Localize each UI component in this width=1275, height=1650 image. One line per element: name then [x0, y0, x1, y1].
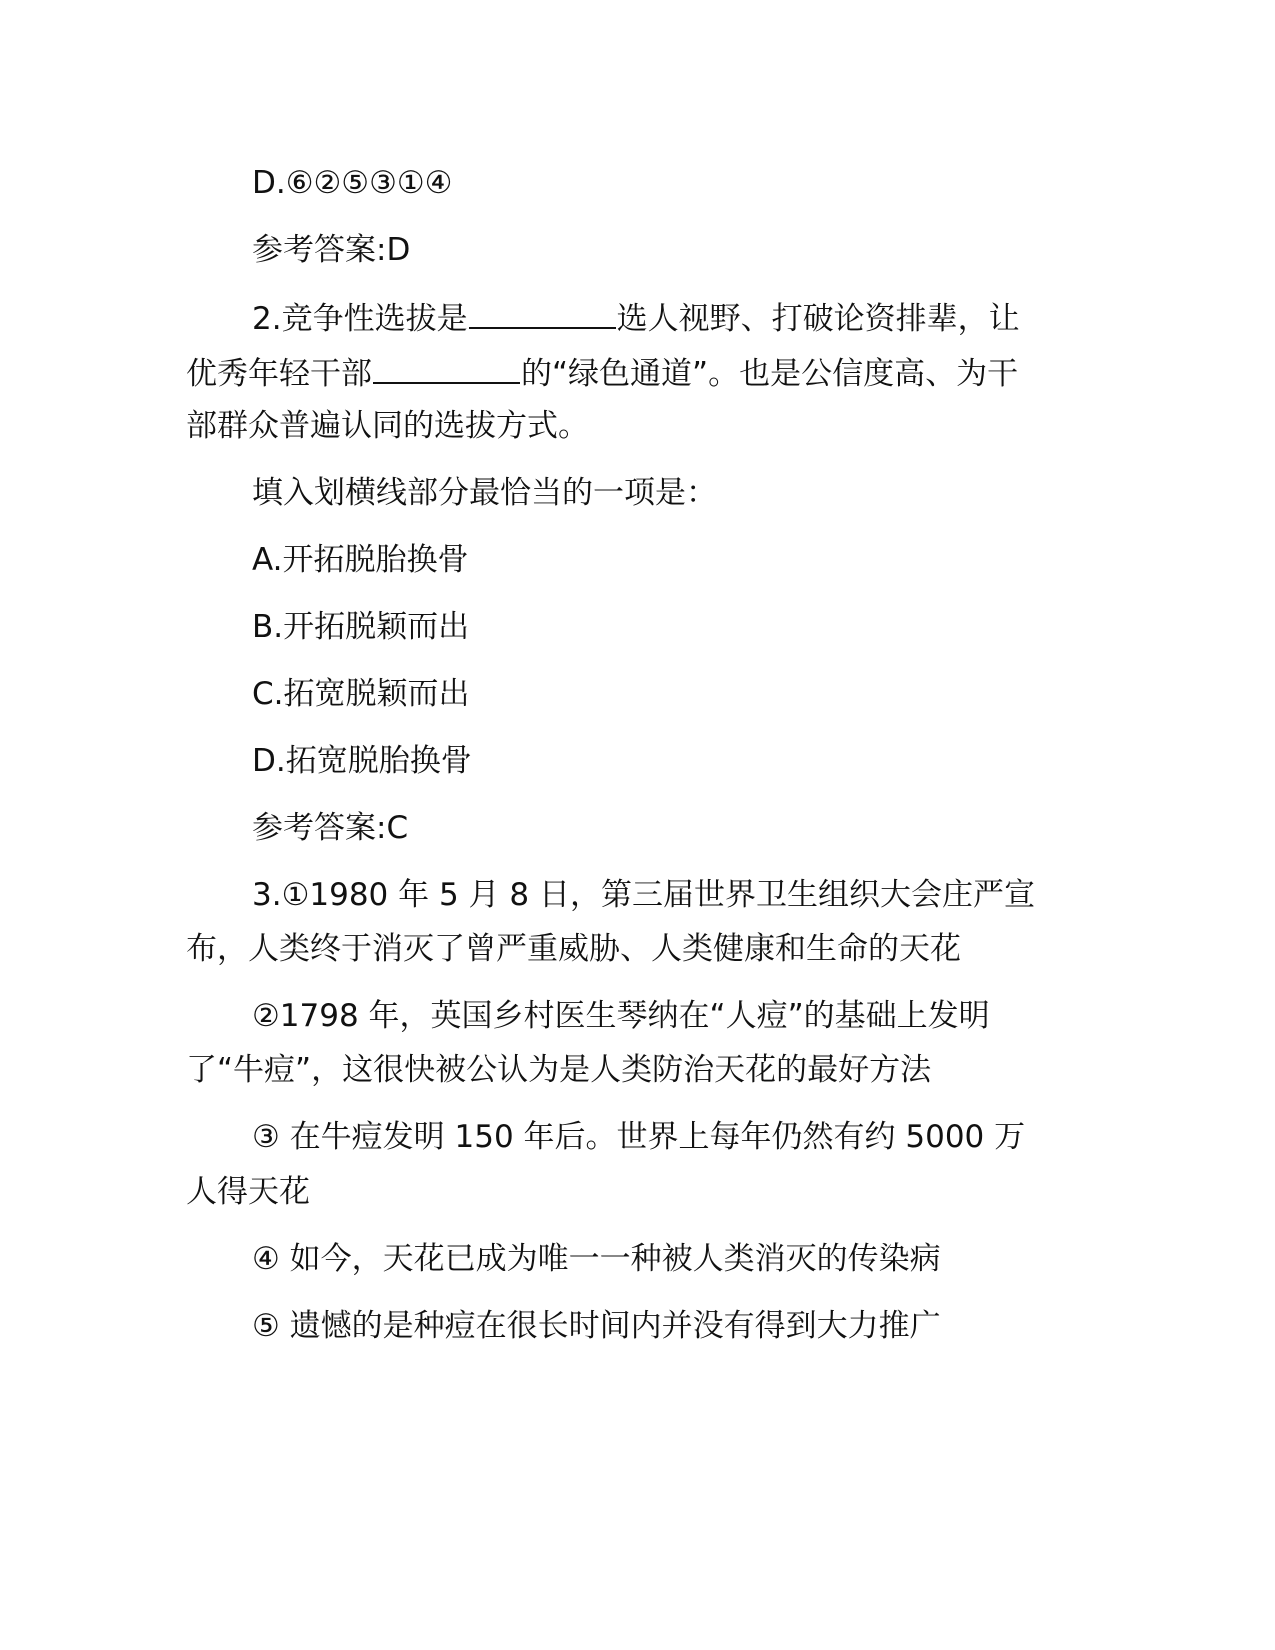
q3-item1-line1: 3.①1980 年 5 月 8 日，第三届世界卫生组织大会庄严宣 — [252, 877, 1035, 913]
q2-option-d: D.拓宽脱胎换骨 — [252, 743, 472, 779]
q2-stem-text-4: 的“绿色通道”。也是公信度高、为干 — [521, 356, 1019, 392]
prev-option-d: D.⑥②⑤③①④ — [252, 165, 453, 201]
q3-item3-line1: ③ 在牛痘发明 150 年后。世界上每年仍然有约 5000 万 — [252, 1119, 1026, 1155]
q3-item2-line1: ②1798 年，英国乡村医生琴纳在“人痘”的基础上发明 — [252, 998, 990, 1034]
q2-stem-line3: 部群众普遍认同的选拔方式。 — [186, 408, 589, 444]
q3-item4: ④ 如今，天花已成为唯一一种被人类消灭的传染病 — [252, 1241, 941, 1277]
q2-option-a: A.开拓脱胎换骨 — [252, 542, 469, 578]
q2-blank-2 — [373, 352, 520, 384]
q2-prompt: 填入划横线部分最恰当的一项是： — [252, 475, 717, 511]
q3-item2-line2: 了“牛痘”，这很快被公认为是人类防治天花的最好方法 — [186, 1052, 932, 1088]
q3-item5: ⑤ 遗憾的是种痘在很长时间内并没有得到大力推广 — [252, 1308, 941, 1344]
q2-stem-text-1: 2.竞争性选拔是 — [252, 301, 468, 337]
q2-stem-line1 — [252, 297, 1020, 339]
q3-item3-line2: 人得天花 — [186, 1174, 310, 1210]
q3-item1-line2: 布，人类终于消灭了曾严重威胁、人类健康和生命的天花 — [186, 931, 961, 967]
q2-stem-line2 — [186, 352, 1018, 394]
q2-stem-text-3: 优秀年轻干部 — [186, 356, 372, 392]
prev-answer: 参考答案:D — [252, 232, 411, 268]
q2-blank-1 — [469, 297, 616, 329]
q2-option-c: C.拓宽脱颖而出 — [252, 676, 470, 712]
q2-stem-text-2: 选人视野、打破论资排辈，让 — [616, 301, 1020, 337]
q2-answer: 参考答案:C — [252, 810, 409, 846]
q2-option-b: B.开拓脱颖而出 — [252, 609, 470, 645]
